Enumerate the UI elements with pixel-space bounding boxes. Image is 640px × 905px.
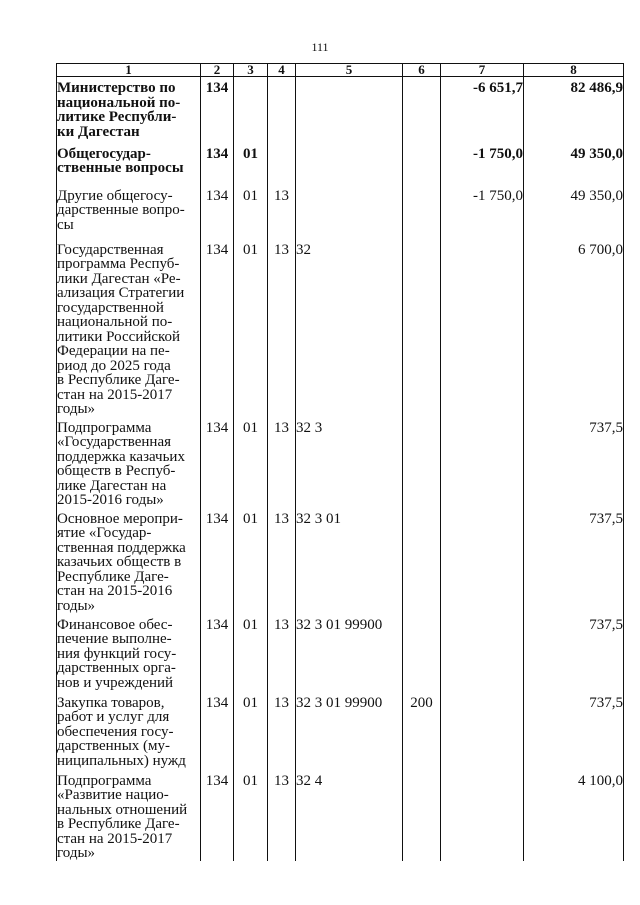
item-name-line: Государственная [57, 241, 164, 258]
total-amount-cell: 737,5 [524, 614, 624, 692]
subsection-code-cell: 13 [268, 770, 296, 861]
ministry-code-cell: 134 [201, 185, 234, 239]
item-name-line: ятие «Государ- [57, 525, 152, 541]
item-name-line: Подпрограмма [57, 419, 152, 436]
subsection-code-cell: 13 [268, 239, 296, 417]
item-name-line: Финансовое обес- [57, 616, 173, 633]
target-article-cell: 32 3 01 99900 [296, 614, 403, 692]
item-name-line: риод до 2025 года [57, 357, 171, 374]
column-header: 7 [441, 64, 524, 77]
table-row [57, 508, 624, 614]
table-row [57, 143, 624, 185]
table-row [57, 185, 624, 239]
item-name-line: годы» [57, 401, 96, 417]
item-name-line: национальной по- [57, 94, 181, 111]
change-amount-cell [441, 692, 524, 770]
total-amount-cell: 737,5 [524, 692, 624, 770]
subsection-code-cell: 13 [268, 185, 296, 239]
page-number: 111 [311, 40, 329, 54]
item-name-line: ниципальных) нужд [57, 752, 186, 769]
item-name-line: государственной [57, 299, 164, 316]
budget-table [56, 63, 624, 861]
ministry-code-cell: 134 [201, 77, 234, 143]
section-code-cell: 01 [234, 508, 268, 614]
item-name-line: лике Дагестан на [57, 477, 167, 494]
item-name-line: годы» [57, 845, 96, 861]
item-name-cell [57, 508, 201, 614]
item-name-line: Закупка товаров, [57, 694, 165, 711]
change-amount-cell: -1 750,0 [441, 185, 524, 239]
expense-type-cell [403, 143, 441, 185]
total-amount-cell: 49 350,0 [524, 143, 624, 185]
item-name-line: дарственных орга- [57, 660, 176, 676]
item-name-line: сы [57, 216, 74, 233]
total-amount-cell: 737,5 [524, 417, 624, 508]
column-header: 1 [57, 64, 201, 77]
item-name-cell [57, 239, 201, 417]
item-name-line: Другие общегосу- [57, 187, 173, 204]
item-name-cell [57, 692, 201, 770]
expense-type-cell [403, 185, 441, 239]
section-code-cell: 01 [234, 770, 268, 861]
item-name-cell [57, 143, 201, 185]
item-name-line: «Государственная [57, 434, 172, 450]
item-name-cell [57, 185, 201, 239]
item-name-line: казачьих обществ в [57, 554, 182, 570]
expense-type-cell [403, 239, 441, 417]
subsection-code-cell [268, 77, 296, 143]
subsection-code-cell: 13 [268, 417, 296, 508]
change-amount-cell [441, 417, 524, 508]
section-code-cell: 01 [234, 417, 268, 508]
total-amount-cell: 82 486,9 [524, 77, 624, 143]
item-name-cell [57, 77, 201, 143]
section-code-cell: 01 [234, 143, 268, 185]
expense-type-cell [403, 614, 441, 692]
change-amount-cell: -1 750,0 [441, 143, 524, 185]
item-name-cell [57, 417, 201, 508]
item-name-line: ственные вопросы [57, 160, 184, 176]
subsection-code-cell [268, 143, 296, 185]
target-article-cell: 32 3 01 [296, 508, 403, 614]
table-body [57, 77, 624, 861]
section-code-cell: 01 [234, 185, 268, 239]
item-name-line: годы» [57, 597, 96, 614]
item-name-line: дарственных (му- [57, 738, 171, 754]
expense-type-cell [403, 508, 441, 614]
item-name-line: поддержка казачьих [57, 448, 185, 465]
ministry-code-cell: 134 [201, 417, 234, 508]
item-name-line: ственная поддержка [57, 539, 186, 556]
item-name-line: национальной по- [57, 314, 173, 330]
change-amount-cell [441, 508, 524, 614]
section-code-cell [234, 77, 268, 143]
item-name-line: Подпрограмма [57, 772, 152, 789]
target-article-cell: 32 3 [296, 417, 403, 508]
item-name-line: работ и услуг для [57, 709, 170, 725]
item-name-line: стан на 2015-2017 [57, 386, 173, 403]
target-article-cell [296, 185, 403, 239]
item-name-line: литике Республи- [57, 109, 177, 125]
change-amount-cell [441, 614, 524, 692]
table-row [57, 770, 624, 861]
item-name-line: нов и учреждений [57, 674, 174, 691]
expense-type-cell [403, 417, 441, 508]
column-header: 6 [403, 64, 441, 77]
item-name-line: Федерации на пе- [57, 343, 170, 359]
target-article-cell: 32 [296, 239, 403, 417]
total-amount-cell: 4 100,0 [524, 770, 624, 861]
table-row [57, 614, 624, 692]
ministry-code-cell: 134 [201, 614, 234, 692]
column-header: 2 [201, 64, 234, 77]
item-name-line: Основное меропри- [57, 510, 183, 527]
ministry-code-cell: 134 [201, 770, 234, 861]
item-name-line: литики Российской [57, 328, 181, 345]
table-row [57, 692, 624, 770]
item-name-cell [57, 770, 201, 861]
column-header: 8 [524, 64, 624, 77]
target-article-cell [296, 143, 403, 185]
item-name-line: стан на 2015-2017 [57, 830, 173, 847]
section-code-cell: 01 [234, 239, 268, 417]
target-article-cell: 32 3 01 99900 [296, 692, 403, 770]
subsection-code-cell: 13 [268, 692, 296, 770]
expense-type-cell [403, 770, 441, 861]
ministry-code-cell: 134 [201, 143, 234, 185]
subsection-code-cell: 13 [268, 614, 296, 692]
item-name-line: обществ в Респуб- [57, 463, 176, 479]
table-header-row [57, 64, 624, 77]
ministry-code-cell: 134 [201, 239, 234, 417]
item-name-line: 2015-2016 годы» [57, 492, 164, 508]
subsection-code-cell: 13 [268, 508, 296, 614]
item-name-cell [57, 614, 201, 692]
total-amount-cell: 6 700,0 [524, 239, 624, 417]
total-amount-cell: 49 350,0 [524, 185, 624, 239]
item-name-line: обеспечения госу- [57, 723, 174, 740]
column-header: 3 [234, 64, 268, 77]
item-name-line: ки Дагестан [57, 123, 140, 140]
section-code-cell: 01 [234, 614, 268, 692]
item-name-line: Республике Даге- [57, 568, 169, 585]
table-row [57, 77, 624, 143]
change-amount-cell [441, 770, 524, 861]
item-name-line: лики Дагестан «Ре- [57, 270, 181, 287]
ministry-code-cell: 134 [201, 692, 234, 770]
table-row [57, 239, 624, 417]
change-amount-cell: -6 651,7 [441, 77, 524, 143]
item-name-line: «Развитие нацио- [57, 787, 169, 803]
item-name-line: в Республике Даге- [57, 816, 180, 832]
target-article-cell: 32 4 [296, 770, 403, 861]
section-code-cell: 01 [234, 692, 268, 770]
item-name-line: дарственные вопро- [57, 202, 185, 218]
column-header: 5 [296, 64, 403, 77]
change-amount-cell [441, 239, 524, 417]
total-amount-cell: 737,5 [524, 508, 624, 614]
item-name-line: Общегосудар- [57, 145, 151, 162]
table-row [57, 417, 624, 508]
target-article-cell [296, 77, 403, 143]
item-name-line: стан на 2015-2016 [57, 583, 173, 599]
item-name-line: программа Респуб- [57, 256, 180, 272]
item-name-line: ализация Стратегии [57, 285, 185, 301]
item-name-line: печение выполне- [57, 631, 172, 647]
item-name-line: Министерство по [57, 80, 176, 96]
item-name-line: ния функций госу- [57, 645, 177, 662]
column-header: 4 [268, 64, 296, 77]
expense-type-cell: 200 [403, 692, 441, 770]
ministry-code-cell: 134 [201, 508, 234, 614]
expense-type-cell [403, 77, 441, 143]
item-name-line: в Республике Даге- [57, 372, 180, 388]
item-name-line: нальных отношений [57, 801, 188, 818]
